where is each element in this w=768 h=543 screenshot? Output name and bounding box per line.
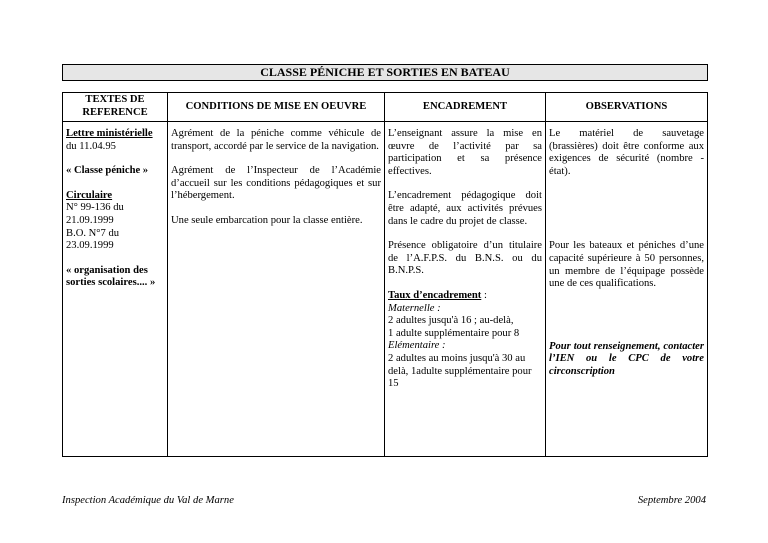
footer-left: Inspection Académique du Val de Marne (62, 495, 234, 506)
cell-encadrement (385, 122, 546, 457)
elementaire-label: Elémentaire : (388, 340, 446, 352)
observation-p2: Pour les bateaux et péniches d’une capacité supérieure à 50 personnes, un membre de l’équipage possède une de ces qualifications. (549, 240, 704, 290)
circulaire-num: N° 99-136 du (66, 202, 124, 214)
circulaire-date: 21.09.1999 (66, 214, 114, 226)
classe-peniche: « Classe péniche » (66, 165, 149, 177)
footer-right: Septembre 2004 (637, 495, 706, 506)
cell-observations (546, 122, 708, 457)
maternelle-label: Maternelle : (388, 302, 441, 314)
condition-p3: Une seule embarcation pour la classe entière. (171, 214, 363, 226)
observation-p1: Le matériel de sauvetage (brassières) doit être conforme aux exigences de sécurité (nombre - état). (549, 128, 704, 177)
observation-p3: Pour tout renseignement, contacter l’IEN ou le CPC de votre circonscription (549, 340, 704, 377)
elementaire-text: 2 adultes au moins jusqu'à 30 au delà, 1adulte supplémentaire pour 15 (388, 352, 532, 390)
organisation-sorties: « organisation des sorties scolaires.... » (66, 264, 156, 289)
header-conditions: CONDITIONS DE MISE EN OEUVRE (168, 93, 385, 122)
encadrement-p1: L’enseignant assure la mise en œuvre de l’activité par sa participation et sa présence effectives. (388, 128, 542, 177)
cell-textes (63, 122, 168, 457)
header-observations: OBSERVATIONS (546, 93, 708, 122)
header-row (63, 93, 708, 122)
encadrement-p3: Présence obligatoire d’un titulaire de l’A.F.P.S. du B.N.S. ou du B.N.P.S. (388, 240, 542, 277)
condition-p1: Agrément de la péniche comme véhicule de transport, accordé par le service de la navigation. (171, 128, 381, 152)
condition-p2: Agrément de l’Inspecteur de l’Académie d’accueil sur les conditions pédagogiques et sur l’hébergement. (171, 165, 381, 202)
lettre-date: du 11.04.95 (66, 140, 116, 152)
reference-table (62, 92, 708, 457)
circulaire-title: Circulaire (66, 189, 113, 201)
header-textes: TEXTES DE REFERENCE (63, 93, 168, 122)
taux-colon: : (481, 289, 487, 301)
page-title: CLASSE PÉNICHE ET SORTIES EN BATEAU (62, 64, 708, 81)
lettre-title: Lettre ministérielle (66, 128, 153, 139)
content-row (63, 122, 708, 457)
maternelle-line1: 2 adultes jusqu'à 16 ; au-delà, (388, 315, 514, 327)
bo-num: B.O. N°7 du (66, 227, 120, 239)
bo-date: 23.09.1999 (66, 240, 114, 252)
encadrement-p2: L’encadrement pédagogique doit être adapté, aux activités prévues dans le cadre du projet de classe. (388, 190, 542, 227)
header-encadrement: ENCADREMENT (385, 93, 546, 122)
maternelle-line2: 1 adulte supplémentaire pour 8 (388, 327, 520, 339)
cell-conditions (168, 122, 385, 457)
taux-heading (388, 290, 542, 303)
taux-title: Taux d’encadrement (388, 289, 482, 301)
